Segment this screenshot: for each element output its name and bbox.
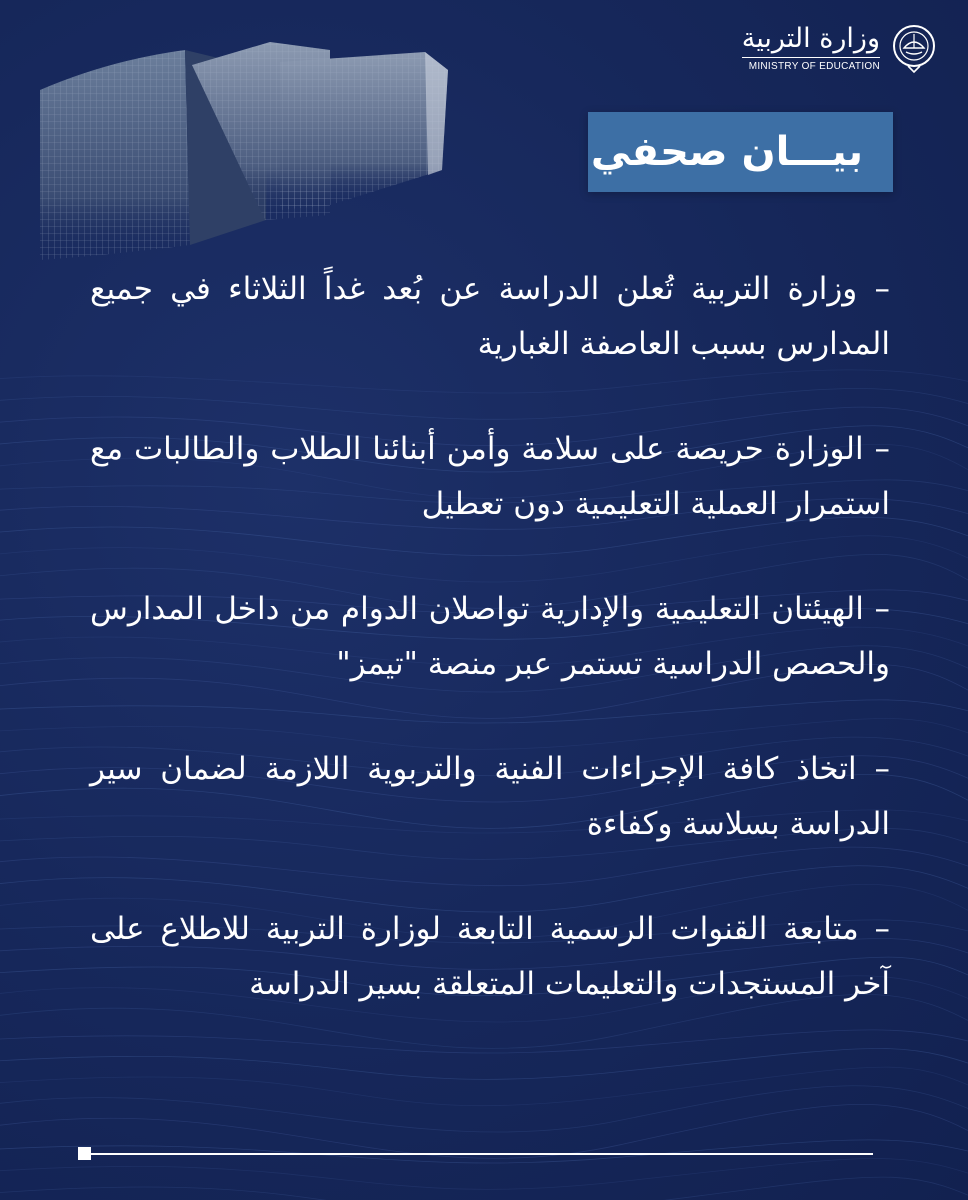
press-release-title-box xyxy=(588,112,893,192)
wave-line xyxy=(0,1067,968,1106)
kuwait-emblem-icon xyxy=(890,22,938,74)
paragraph-2: – الوزارة حريصة على سلامة وأمن أبنائنا الطلاب والطالبات مع استمرار العملية التعليمية دون تعطيل xyxy=(90,431,890,522)
paragraph-5: – متابعة القنوات الرسمية التابعة لوزارة التربية للاطلاع على آخر المستجدات والتعليمات المتعلقة بسير الدراسة xyxy=(90,911,890,1002)
paragraph-4: – اتخاذ كافة الإجراءات الفنية والتربوية اللازمة لضمان سير الدراسة بسلاسة وكفاءة xyxy=(90,751,890,842)
wave-line xyxy=(0,1086,968,1132)
logo-english-name: MINISTRY OF EDUCATION xyxy=(742,57,880,72)
wave-line xyxy=(0,1140,968,1163)
press-release-content xyxy=(90,262,890,1062)
logo-arabic-name: وزارة التربية xyxy=(741,23,880,55)
paragraph-1: – وزارة التربية تُعلن الدراسة عن بُعد غداً الثلاثاء في جميع المدارس بسبب العاصفة الغبارية xyxy=(90,271,890,362)
press-release-title: بيـــان صحفي xyxy=(590,129,863,175)
bottom-divider-square xyxy=(78,1147,91,1160)
ministry-building-image xyxy=(30,30,460,260)
paragraph-3: – الهيئتان التعليمية والإدارية تواصلان الدوام من داخل المدارس والحصص الدراسية تستمر عبر منصة "تيمز" xyxy=(90,591,890,682)
wave-line xyxy=(0,1177,968,1200)
wave-line xyxy=(0,1104,968,1158)
bottom-divider-line xyxy=(88,1153,873,1155)
ministry-logo xyxy=(742,22,938,74)
